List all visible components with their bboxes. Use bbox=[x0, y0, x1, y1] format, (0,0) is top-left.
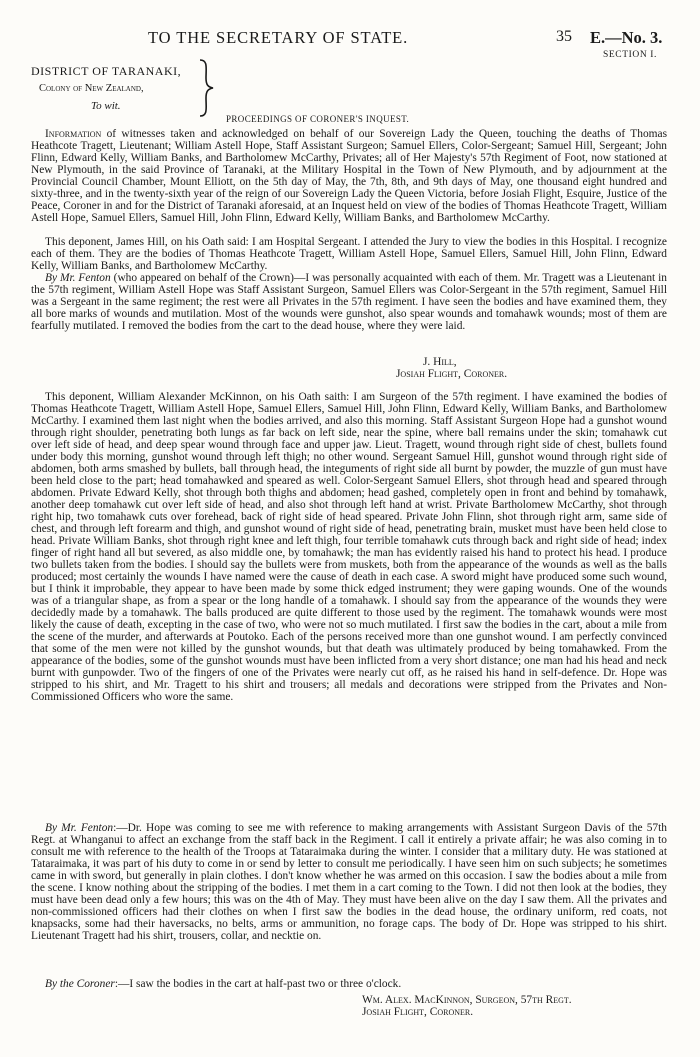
fenton-2-text: :—Dr. Hope was coming to see me with reference to making arrangements with Assistant Surgeon Davis of the 57th Regt. at Whanganui to affect an exchange from the staff back in the Regiment. I call it entirely a private affair; he was also coming in to consult me with reference to the health of the Troops at Tataraimaka during the winter. I consider that a military duty. He was stationed at Tataraimaka, it was part of his duty to come in or send by letter to consult me periodically. I have seen him on such subjects; he sometimes came in with sword, but generally in plain clothes. I don't know whether he was armed on this occasion. I saw the bodies about a mile from the scene. I know nothing about the stripping of the bodies. I met them in a cart coming to the Town. I did not then look at the bodies, they must have been dead only a few hours; this was on the 4th of May. They must have been alive on the day I saw them. All the privates and non-commissioned officers had their clothes on when I first saw the bodies in the dead house, the ordinary uniform, red coats, not knapsacks, some had their haversacks, no belts, arms or ammunition, no forage caps. The body of Dr. Hope was stripped to his shirt. Lieutenant Tragett had his shirt, trousers, collar, and necktie on. bbox=[31, 822, 667, 942]
fenton-1-text: (who appeared on behalf of the Crown)—I was personally acquainted with each of them. Mr. Tragett was a Lieutenant in the 57th regiment, William Astell Hope was Staff Assistant Surgeon, Samuel Ellers was Color-Sergeant in the 57th regiment, Samuel Hill was a Sergeant in the same regiment; the rest were all Privates in the 57th regiment. I have seen the bodies and have examined them, they all bore marks of wounds and mutilation. Most of the wounds were gunshot, also spear wounds and tomahawk wounds; most of them are fearfully mutilated. I removed the bodies from the cart to the dead house, where they were laid. bbox=[31, 272, 667, 332]
colony-line: Colony of New Zealand, bbox=[39, 83, 144, 94]
curly-brace-icon bbox=[197, 58, 217, 118]
page-header-title: TO THE SECRETARY OF STATE. bbox=[148, 28, 409, 47]
district-line: DISTRICT OF TARANAKI, bbox=[31, 64, 182, 78]
fenton-question-2 bbox=[31, 822, 667, 942]
intro-text: of witnesses taken and acknowledged on behalf of our Sovereign Lady the Queen, touching the deaths of Thomas Heathcote Tragett, Lieutenant; William Astell Hope, Staff Assistant Surgeon; Samuel Ellers, Color-Sergeant; Samuel Hill, Sergeant; John Flinn, Edward Kelly, William Banks, and Bartholomew McCarthy, Privates; all of Her Majesty's 57th Regiment of Foot, now stationed at New Plymouth, in the said Province of Taranaki, at the Military Hospital in the Town of New Plymouth, and by adjournment at the Provincial Council Chamber, Mount Elliott, on the 5th day of May, the 7th, 8th, and 9th days of May, one thousand eight hundred and sixty-three, and in the twenty-sixth year of the reign of our Sovereign Lady the Queen Victoria, before Josiah Flight, Esquire, Justice of the Peace, Coroner in and for the District of Taranaki aforesaid, at an Inquest held on view of the bodies of Thomas Heathcote Tragett, William Astell Hope, Samuel Ellers, Samuel Hill, John Flinn, Edward Kelly, William Banks, and Bartholomew McCarthy. bbox=[31, 128, 667, 224]
enclosure-number: E.—No. 3. bbox=[590, 28, 663, 47]
section-label: SECTION I. bbox=[603, 50, 658, 60]
intro-paragraph bbox=[31, 128, 667, 224]
fenton-question-1 bbox=[31, 272, 667, 332]
coroner-question bbox=[31, 978, 667, 990]
page-number: 35 bbox=[556, 28, 572, 45]
mckinnon-deposition: This deponent, William Alexander McKinnon, on his Oath saith: I am Surgeon of the 57th regiment. I have examined the bodies of Thomas Heathcote Tragett, William Astell Hope, Samuel Ellers, Samuel Hill, John Flinn, Edward Kelly, William Banks, and Bartholomew McCarthy. I examined them last night when the bodies arrived, and also this morning. Staff Assistant Surgeon Hope had a gunshot wound through right shoulder, penetrating both lungs as far back on left side, near the spine, where ball remains under the skin; tomahawk cut over left side of head, and deep spear wound through face and upper jaw. Lieut. Tragett, wound through right side of chest, bullets found under body this morning, gunshot wound through left thigh; no other wound. Sergeant Samuel Hill, gunshot wound through right side of abdomen, both arms smashed by bullets, ball through head, the integuments of right side all burnt by powder, the muzzle of gun must have been held close to the part; head tomahawked and speared as well. Color-Sergeant Samuel Ellers, shot through head and speared through abdomen. Private Edward Kelly, shot through both thighs and abdomen; head gashed, completely open in front and behind by tomahawk, another deep tomahawk cut over left side of head, and also shot through left hand at wrist. Private Bartholomew McCarthy, shot through right hip, two tomahawk cuts over forehead, back of right side of head speared. Private John Flinn, shot through right arm, same side of chest, and through left forearm and thigh, and gunshot wound of right side of head, penetrating brain, musket must have been held close to head. Private William Banks, shot through right knee and left thigh, four terrible tomahawk cuts through back and right side of head; index finger of right hand all but severed, as also middle one, by tomahawk; the man has evidently raised his hand to protect his head. I produce two bullets taken from the bodies. I should say the bullets were from muskets, both from the appearance of the wounds as well as the balls produced; most certainly the wounds I have named were the cause of death in each case. A sword might have produced some such wound, but I think it improbable, they appear to have been made by some thick edged instrument; they were gaping wounds. One of the wounds was of a triangular shape, as from a spear or the long handle of a tomahawk. I should say from the appearance of the wounds they were decidedly made by a tomahawk. The balls produced are quite different to those used by the regiment. The tomahawk wounds were most likely the cause of death, excepting in the case of two, who were not so much mutilated. I first saw the bodies in the cart, about a mile from the scene of the murder, and afterwards at Poutoko. Each of the persons received more than one gunshot wound. I am perfectly convinced that some of the men were not killed by the gunshot wounds, but that death was ultimately produced by being tomahawked. From the appearance of the bodies, some of the gunshot wounds must have been inflicted from a very short distance; one man had his head and neck burnt with gunpowder. Two of the fingers of one of the Privates were nearly cut off, as he raised his hand in self-defence. Dr. Hope was stripped to his shirt, and Mr. Tragett to his shirt and trousers; all medals and decorations were stripped from the Privates and Non-Commissioned Officers who wore the same. bbox=[31, 391, 667, 703]
coroner-question-lead: By the Coroner bbox=[45, 978, 115, 990]
fenton-1-lead: By Mr. Fenton bbox=[45, 272, 111, 284]
coroner-question-text: :—I saw the bodies in the cart at half-past two or three o'clock. bbox=[114, 978, 402, 990]
intro-lead: Information bbox=[45, 128, 102, 140]
fenton-2-lead: By Mr. Fenton bbox=[45, 822, 114, 834]
to-wit-line: To wit. bbox=[91, 100, 121, 112]
signature-hill: J. Hill, bbox=[423, 356, 457, 368]
signature-coroner-2: Josiah Flight, Coroner. bbox=[362, 1006, 474, 1018]
signature-coroner-1: Josiah Flight, Coroner. bbox=[396, 368, 508, 380]
proceedings-title: PROCEEDINGS OF CORONER'S INQUEST. bbox=[226, 114, 410, 124]
signature-mckinnon: Wm. Alex. MacKinnon, Surgeon, 57th Regt. bbox=[362, 994, 572, 1006]
hill-deposition: This deponent, James Hill, on his Oath said: I am Hospital Sergeant. I attended the Jury to view the bodies in this Hospital. I recognize each of them. They are the bodies of Thomas Heathcote Tragett, William Astell Hope, Samuel Ellers, Samuel Hill, John Flinn, Edward Kelly, William Banks, and Bartholomew McCarthy. bbox=[31, 236, 667, 272]
